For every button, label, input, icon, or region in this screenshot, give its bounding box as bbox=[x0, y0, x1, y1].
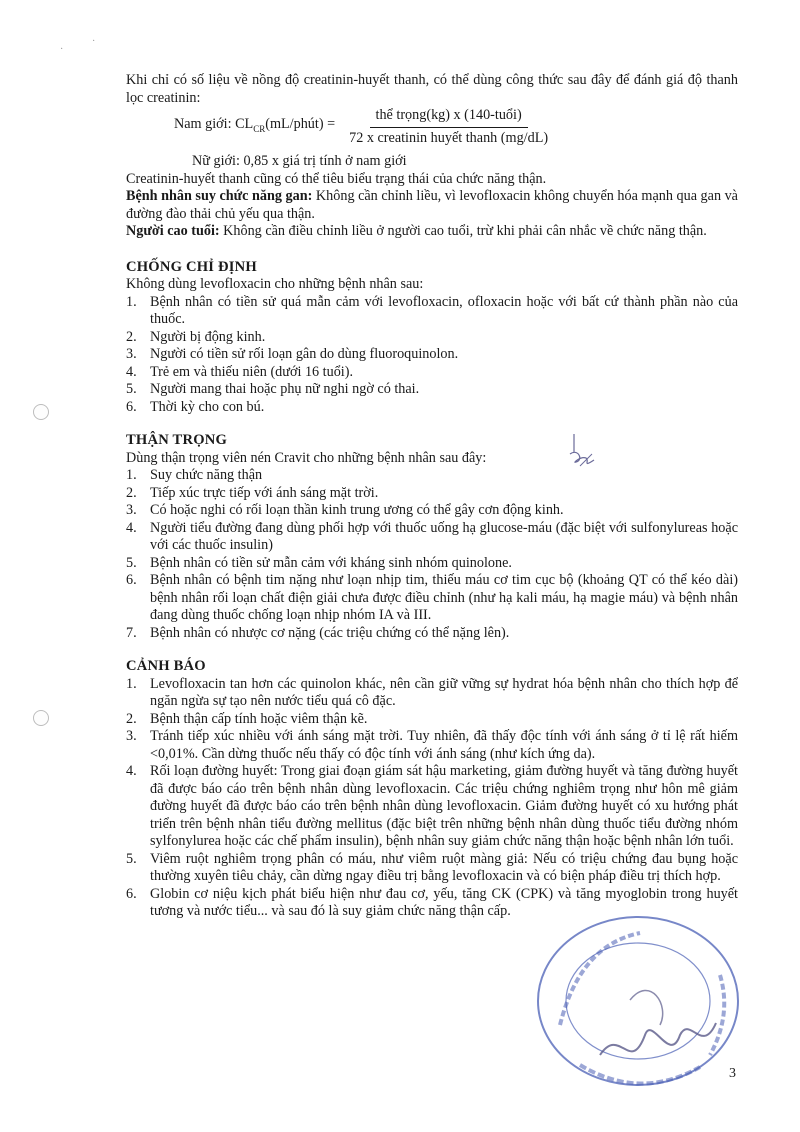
list-item-number: 2. bbox=[126, 328, 137, 345]
contraindications-list bbox=[126, 294, 738, 417]
list-item-text: Bệnh thận cấp tính hoặc viêm thận kẽ. bbox=[150, 710, 368, 727]
precautions-lead: Dùng thận trọng viên nén Cravit cho những bệnh nhân sau đây: bbox=[126, 449, 487, 466]
formula-female: Nữ giới: 0,85 x giá trị tính ở nam giới bbox=[192, 153, 407, 169]
list-item-number: 3. bbox=[126, 502, 137, 518]
list-item-text: Suy chức năng thận bbox=[150, 467, 263, 483]
binder-hole-bottom bbox=[33, 710, 49, 726]
list-item bbox=[126, 520, 738, 555]
list-item bbox=[126, 467, 738, 485]
formula-numerator: thể trọng(kg) x (140-tuổi) bbox=[370, 107, 528, 128]
warnings-list bbox=[126, 676, 738, 921]
list-item-number: 1. bbox=[126, 467, 137, 483]
list-item-number: 1. bbox=[126, 293, 137, 310]
list-item-text: Thời kỳ cho con bú. bbox=[150, 398, 265, 415]
list-item-text: Globin cơ niệu kịch phát biểu hiện như đau cơ, yếu, tăng CK (CPK) và tăng myoglobin trong huyết tương và nước tiểu... và sau đó là suy giảm chức năng thận cấp. bbox=[150, 885, 738, 919]
scan-mark: · bbox=[60, 44, 64, 55]
list-item bbox=[126, 381, 738, 399]
list-item-number: 7. bbox=[126, 624, 137, 641]
list-item bbox=[126, 485, 738, 503]
list-item bbox=[126, 346, 738, 364]
list-item bbox=[126, 676, 738, 711]
warnings-title: CẢNH BÁO bbox=[126, 658, 206, 674]
list-item-text: Bệnh nhân có nhược cơ nặng (các triệu chứng có thể nặng lên). bbox=[150, 624, 510, 641]
list-item-text: Bệnh nhân có tiền sử mẫn cảm với kháng sinh nhóm quinolone. bbox=[150, 554, 512, 571]
precautions-title: THẬN TRỌNG bbox=[126, 432, 228, 448]
list-item-text: Viêm ruột nghiêm trọng phân có máu, như viêm ruột màng giả: Nếu có triệu chứng đau bụng hoặc thường xuyên tiêu chảy, cần dừng ngay điều trị bằng levofloxacin và có biện pháp điều trị thích hợp. bbox=[150, 850, 738, 884]
list-item bbox=[126, 851, 738, 886]
contraindications-lead: Không dùng levofloxacin cho những bệnh nhân sau: bbox=[126, 276, 424, 292]
list-item-number: 6. bbox=[126, 572, 137, 588]
list-item-number: 3. bbox=[126, 346, 137, 362]
list-item-text: Levofloxacin tan hơn các quinolon khác, nên cần giữ vững sự hydrat hóa bệnh nhân cho thích hợp để ngăn ngừa sự tạo nên nước tiểu quá cô đặc. bbox=[150, 675, 738, 709]
list-item bbox=[126, 329, 738, 347]
list-item bbox=[126, 555, 738, 573]
list-item-text: Có hoặc nghi có rối loạn thần kinh trung ương có thể gây cơn động kinh. bbox=[150, 502, 564, 518]
list-item-number: 5. bbox=[126, 381, 137, 397]
list-item-number: 2. bbox=[126, 484, 137, 501]
list-item bbox=[126, 399, 738, 417]
binder-hole-top bbox=[33, 404, 49, 420]
company-stamp bbox=[520, 905, 750, 1095]
list-item-text: Tiếp xúc trực tiếp với ánh sáng mặt trời. bbox=[150, 484, 379, 501]
list-item-number: 2. bbox=[126, 710, 137, 727]
list-item bbox=[126, 294, 738, 329]
list-item-text: Tránh tiếp xúc nhiều với ánh sáng mặt trời. Tuy nhiên, đã thấy độc tính với ánh sáng ở tỉ lệ rất hiếm <0,01%. Cần dừng thuốc nếu thấy có độc tính với ánh sáng (như kích ứng da). bbox=[150, 728, 738, 762]
list-item-number: 6. bbox=[126, 885, 137, 902]
scan-mark: · bbox=[92, 36, 96, 47]
creatinine-note: Creatinin-huyết thanh cũng có thể tiêu biểu trạng thái của chức năng thận. bbox=[126, 170, 547, 187]
liver-paragraph: Bệnh nhân suy chức năng gan: Không cần chỉnh liều, vì levofloxacin không chuyển hóa mạnh qua gan và đường đào thải chủ yếu qua thận. bbox=[126, 188, 738, 222]
list-item bbox=[126, 364, 738, 382]
document-body bbox=[126, 72, 738, 921]
list-item-text: Bệnh nhân có bệnh tim nặng như loạn nhịp tim, thiếu máu cơ tim cục bộ (khoảng QT có thể kéo dài) bệnh nhân rối loạn chất điện giải chưa được điều chỉnh (như hạ kali máu, hạ magie máu) và bệnh nhân đang dùng thuốc chống loạn nhịp nhóm IA và III. bbox=[150, 572, 738, 623]
contraindications-title: CHỐNG CHỈ ĐỊNH bbox=[126, 258, 257, 275]
list-item-text: Trẻ em và thiếu niên (dưới 16 tuổi). bbox=[150, 363, 354, 380]
list-item-number: 4. bbox=[126, 363, 137, 380]
list-item bbox=[126, 502, 738, 520]
list-item-text: Người có tiền sử rối loạn gân do dùng fluoroquinolon. bbox=[150, 346, 459, 362]
list-item-number: 1. bbox=[126, 675, 137, 692]
list-item-text: Người bị động kinh. bbox=[150, 328, 266, 345]
list-item-number: 4. bbox=[126, 763, 137, 779]
list-item bbox=[126, 711, 738, 729]
precautions-list bbox=[126, 467, 738, 642]
list-item-number: 5. bbox=[126, 850, 137, 867]
list-item-text: Rối loạn đường huyết: Trong giai đoạn giám sát hậu marketing, giảm đường huyết và tăng đường huyết đã được báo cáo trên bệnh nhân dùng levofloxacin. Các triệu chứng nghiêm trọng như hôn mê giảm đường huyết đã được báo cáo trên bệnh nhân dùng levofloxacin. Giảm đường huyết có xu hướng phát triển trên bệnh nhân tiểu đường mellitus (đặc biệt trên những bệnh nhân dùng thuốc tiểu đường nhóm sylfonylurea hoặc các chế phẩm insulin), bệnh nhân suy giảm chức năng thận hoặc bệnh nhân lớn tuổi. bbox=[150, 763, 738, 849]
list-item-number: 6. bbox=[126, 398, 137, 415]
list-item-text: Bệnh nhân có tiền sử quá mẫn cảm với levofloxacin, ofloxacin hoặc với bất cứ thành phần nào của thuốc. bbox=[150, 293, 738, 327]
list-item bbox=[126, 728, 738, 763]
handwritten-initials bbox=[560, 430, 600, 475]
intro-paragraph: Khi chỉ có số liệu về nồng độ creatinin-huyết thanh, có thể dùng công thức sau đây để đánh giá độ thanh lọc creatinin: bbox=[126, 72, 738, 106]
list-item bbox=[126, 763, 738, 851]
formula-denominator: 72 x creatinin huyết thanh (mg/dL) bbox=[349, 129, 549, 146]
list-item-number: 3. bbox=[126, 728, 137, 744]
list-item-text: Người tiểu đường đang dùng phối hợp với thuốc uống hạ glucose-máu (đặc biệt với sulfonylureas hoặc với các thuốc insulin) bbox=[150, 519, 738, 553]
list-item-number: 5. bbox=[126, 554, 137, 571]
list-item bbox=[126, 625, 738, 643]
page-number: 3 bbox=[729, 1066, 736, 1081]
list-item-text: Người mang thai hoặc phụ nữ nghi ngờ có thai. bbox=[150, 381, 420, 397]
list-item bbox=[126, 572, 738, 625]
formula-fraction bbox=[343, 107, 554, 147]
creatinine-formula bbox=[126, 107, 738, 147]
formula-male-label: Nam giới: $CL_{CR}(mL/phút)$ = bbox=[174, 115, 336, 134]
list-item-number: 4. bbox=[126, 519, 137, 536]
elderly-paragraph: Người cao tuổi: Không cần điều chỉnh liều ở người cao tuổi, trừ khi phải cân nhắc về chức năng thận. bbox=[126, 223, 707, 239]
